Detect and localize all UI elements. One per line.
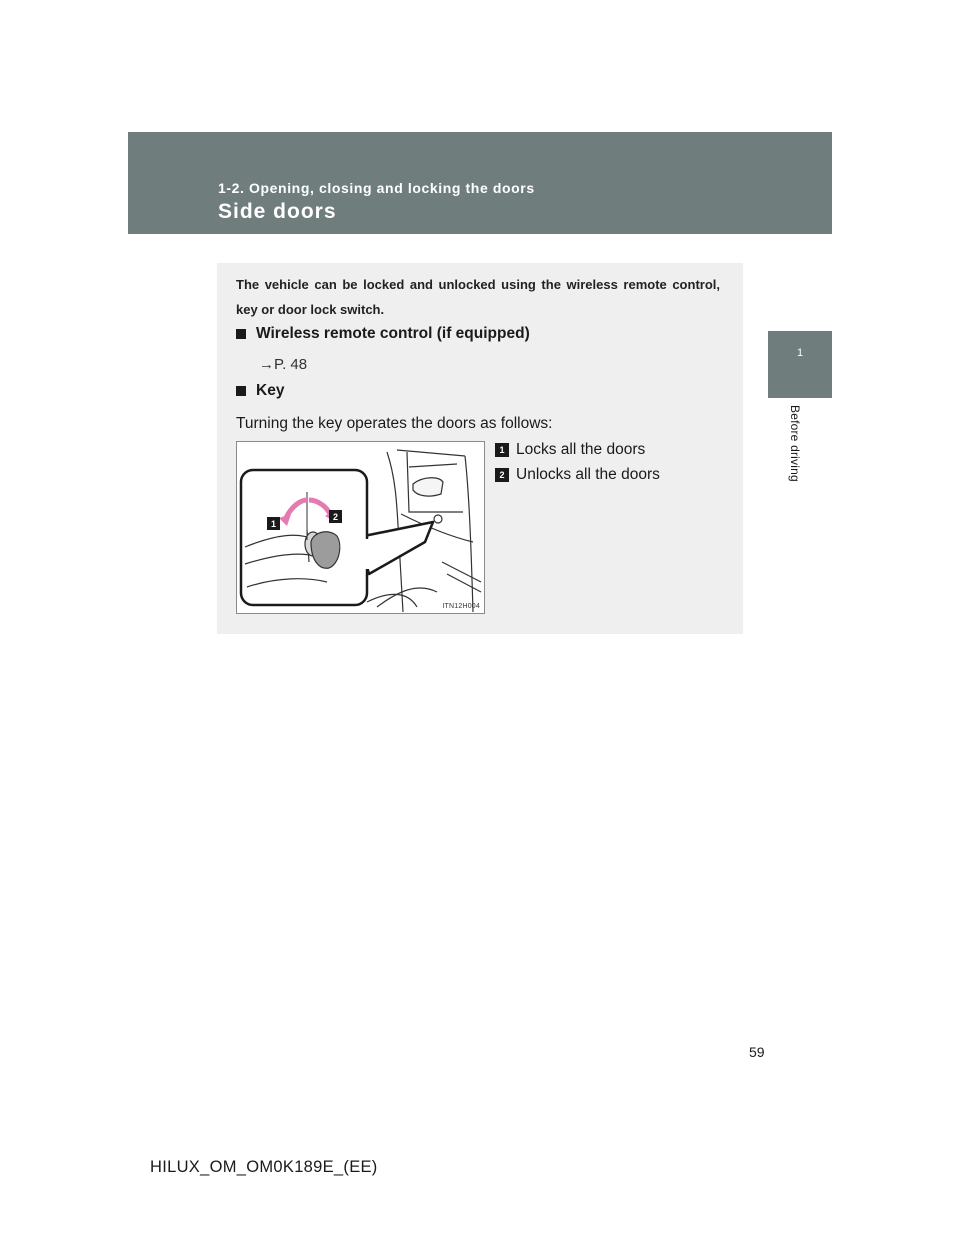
legend-text: Unlocks all the doors [516,466,660,483]
legend-item-unlock [495,466,660,484]
callout-pointer [359,522,433,574]
chapter-label: Before driving [788,405,802,482]
heading-text: Wireless remote control (if equipped) [256,325,530,342]
page-number: 59 [749,1044,765,1060]
page-reference-link[interactable]: →P. 48 [259,356,308,373]
callout-joint [361,539,369,569]
key-door-illustration [236,441,485,614]
heading-wireless-remote [236,325,530,343]
content-box [217,263,743,634]
door-lock-drawing [237,442,485,614]
heading-text: Key [256,382,285,399]
figure-code: ITN12H004 [442,603,480,610]
marker-1-label: 1 [270,519,277,529]
zoom-panel [241,470,367,605]
legend-text: Locks all the doors [516,441,646,458]
intro-text: The vehicle can be locked and unlocked using the wireless remote control, key or door lock switch. [236,277,720,317]
legend-item-lock [495,441,645,459]
bullet-square-icon [236,329,246,339]
door-lock-cylinder [434,515,442,523]
bullet-square-icon [236,386,246,396]
key-description: Turning the key operates the doors as follows: [236,415,553,432]
header-band [128,132,832,234]
legend-number-1: 1 [495,443,509,457]
section-label: 1-2. Opening, closing and locking the doors [218,180,535,196]
side-mirror [413,478,443,496]
chapter-tab[interactable] [768,331,832,398]
legend-number-2: 2 [495,468,509,482]
chapter-number: 1 [796,347,804,359]
document-code: HILUX_OM_OM0K189E_(EE) [150,1158,378,1176]
marker-2-label: 2 [332,512,339,522]
page-title: Side doors [218,200,337,223]
heading-key [236,382,284,400]
